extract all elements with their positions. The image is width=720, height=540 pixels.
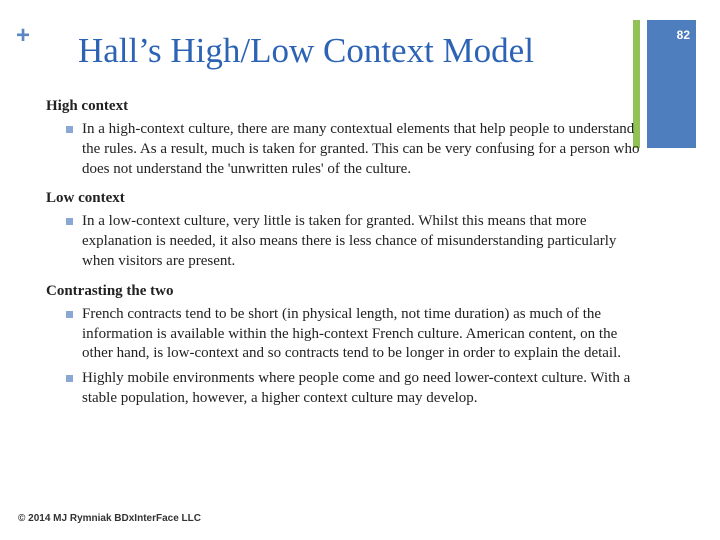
square-bullet-icon: [66, 375, 73, 382]
square-bullet-icon: [66, 218, 73, 225]
page-number: 82: [676, 28, 690, 42]
list-item: [46, 369, 646, 409]
slide-title: Hall’s High/Low Context Model: [78, 31, 534, 70]
bullet-text: In a high-context culture, there are many contextual elements that help people to understand the rules. As a result, much is taken for granted. This can be very confusing for a person who does not understand the 'unwritten rules' of the culture.: [82, 121, 640, 177]
plus-icon: +: [16, 22, 31, 49]
section-high-context: [46, 96, 646, 179]
square-bullet-icon: [66, 126, 73, 133]
list-item: [46, 120, 646, 179]
section-low-context: [46, 188, 646, 271]
list-item: [46, 212, 646, 271]
bullet-list: [46, 305, 646, 409]
copyright-footer: © 2014 MJ Rymniak BDxInterFace LLC: [18, 513, 201, 524]
bullet-text: French contracts tend to be short (in physical length, not time duration) as much of the information is available within the high-context French culture. American content, on the other hand, is low-context and so contracts tend to be longer in order to explain the detail.: [82, 305, 622, 362]
section-heading: Low context: [46, 190, 125, 207]
bullet-list: [46, 120, 646, 179]
list-item: [46, 305, 646, 364]
square-bullet-icon: [66, 311, 73, 318]
bullet-text: Highly mobile environments where people come and go need lower-context culture. With a stable population, however, a higher context culture may develop.: [82, 370, 631, 406]
slide-content: [46, 96, 646, 418]
bullet-list: [46, 212, 646, 271]
bullet-text: In a low-context culture, very little is taken for granted. Whilst this means that more explanation is needed, it also means there is less chance of misunderstanding particularly when visitors are present.: [82, 213, 617, 269]
section-contrasting: [46, 281, 646, 409]
section-heading: Contrasting the two: [46, 282, 174, 299]
section-heading: High context: [46, 98, 129, 114]
